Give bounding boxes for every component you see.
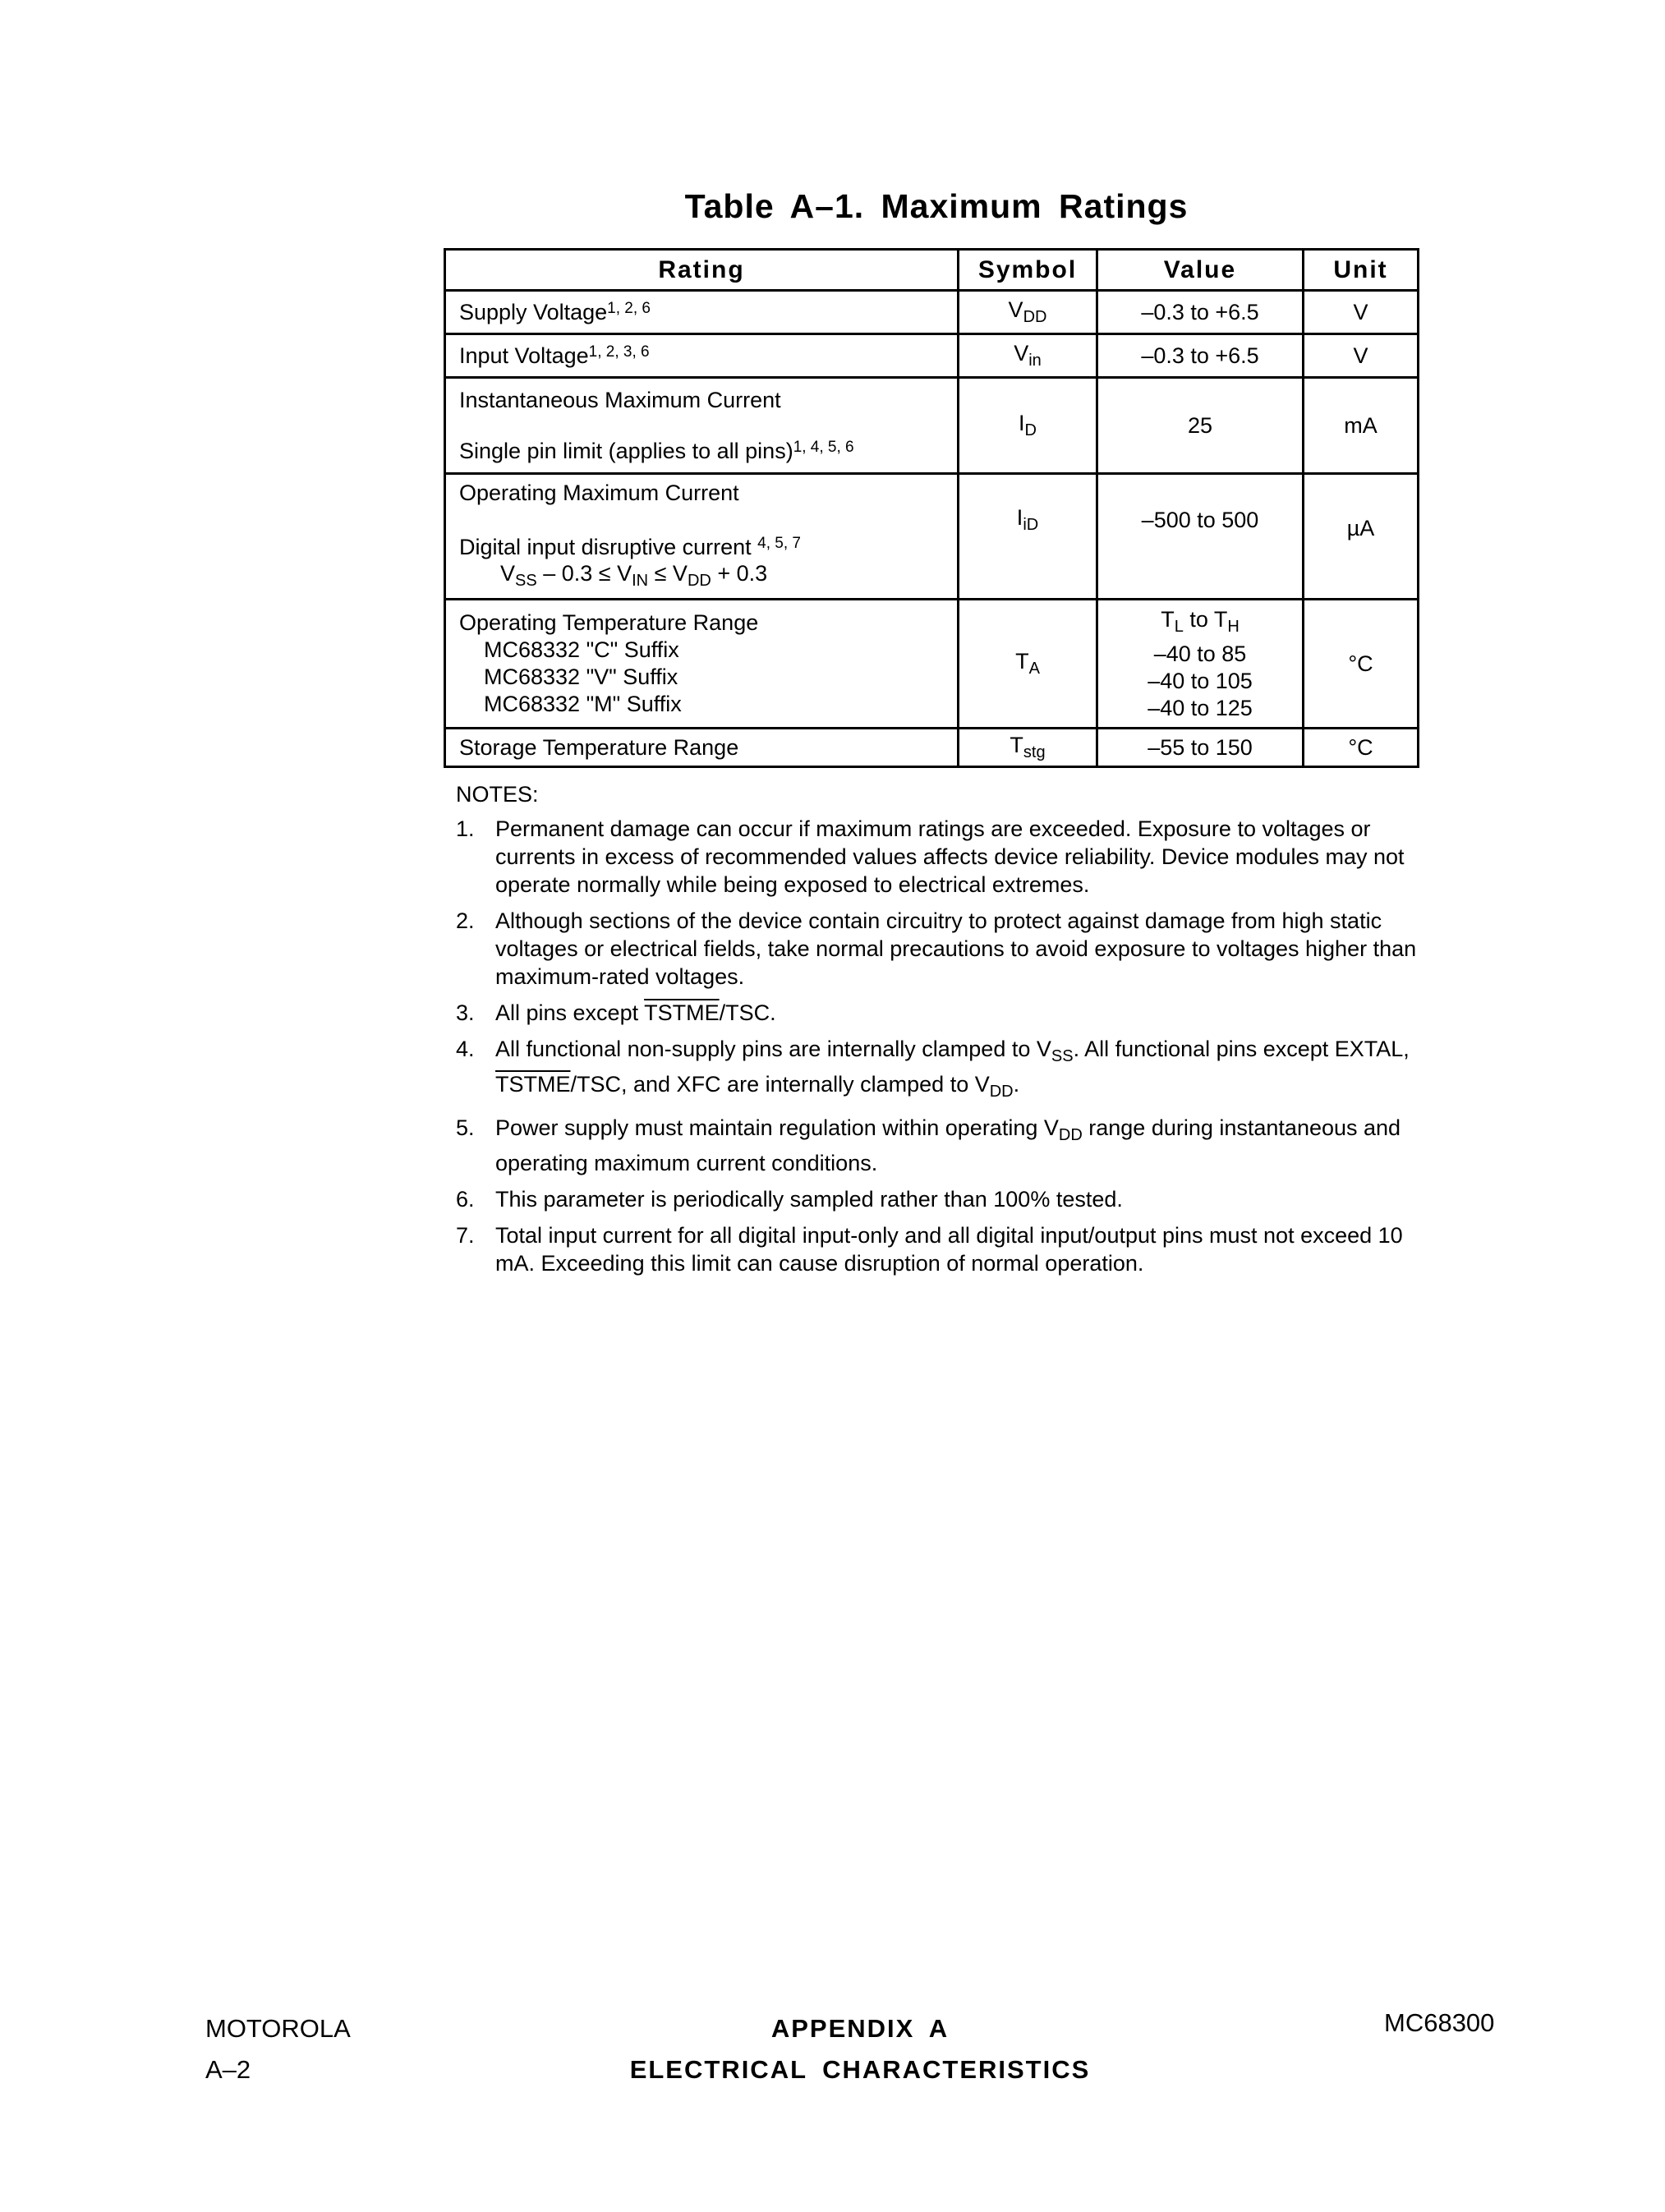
unit-cell: µA — [1304, 474, 1419, 600]
value-text: to T — [1183, 606, 1228, 632]
note-text-part: All functional non-supply pins are internally clamped to V — [495, 1037, 1051, 1061]
value-sub: L — [1174, 617, 1184, 636]
symbol-sub: iD — [1023, 516, 1039, 534]
table-row — [445, 600, 1419, 729]
suffix-item: MC68332 "C" Suffix — [484, 637, 679, 662]
note-text-part: /TSC. — [719, 1000, 776, 1025]
note-item — [456, 1114, 1442, 1177]
note-ref: 1, 4, 5, 6 — [793, 439, 854, 456]
suffix-item: MC68332 "M" Suffix — [484, 692, 682, 716]
symbol-sub: in — [1028, 352, 1042, 370]
cond-text: V — [500, 560, 516, 586]
value-cell: –55 to 150 — [1097, 729, 1304, 767]
symbol: T — [1015, 649, 1029, 674]
note-text: Permanent damage can occur if maximum ratings are exceeded. Exposure to voltages or currents in excess of recommended values affects device reliability. Device modules may not operate normally while being exposed to electrical extremes. — [495, 816, 1405, 897]
rating-text: Operating Maximum Current — [459, 480, 739, 505]
header-value: Value — [1097, 250, 1304, 291]
table-row — [445, 729, 1419, 767]
unit-cell: °C — [1304, 729, 1419, 767]
unit-cell: V — [1304, 291, 1419, 334]
note-number: 7. — [456, 1223, 475, 1248]
header-rating: Rating — [445, 250, 959, 291]
note-number: 1. — [456, 816, 475, 841]
symbol-cell — [959, 729, 1097, 767]
rating-detail — [459, 434, 944, 465]
note-number: 4. — [456, 1037, 475, 1061]
footer-section: APPENDIX A — [770, 2014, 950, 2043]
note-text — [495, 999, 776, 1027]
note-text-part: /TSC, and XFC are internally clamped to V — [570, 1072, 990, 1097]
rating-cell — [445, 334, 959, 378]
value-sub: H — [1227, 617, 1240, 636]
notes-heading: NOTES: — [456, 782, 539, 807]
value-cell: –500 to 500 — [1097, 474, 1304, 600]
table-row — [445, 378, 1419, 474]
note-item — [456, 999, 1442, 1027]
unit-cell: V — [1304, 334, 1419, 378]
note-item — [456, 1035, 1442, 1106]
rating-text: Operating Temperature Range — [459, 610, 759, 635]
note-number: 5. — [456, 1115, 475, 1140]
symbol: V — [1008, 297, 1023, 322]
value-item: –40 to 105 — [1148, 668, 1253, 693]
rating-cell — [445, 291, 959, 334]
footer-section-title: ELECTRICAL CHARACTERISTICS — [629, 2055, 1091, 2084]
condition — [459, 560, 944, 594]
symbol-cell — [959, 334, 1097, 378]
note-text-part: All pins except — [495, 1000, 645, 1025]
note-item — [456, 907, 1442, 991]
value-cell: –0.3 to +6.5 — [1097, 334, 1304, 378]
cond-text: + 0.3 — [711, 560, 768, 586]
note-item — [456, 815, 1442, 899]
symbol-sub: stg — [1023, 743, 1046, 761]
table-title: Table A–1. Maximum Ratings — [684, 187, 1189, 225]
overlined-signal: TSTME — [644, 1000, 720, 1025]
note-sub: DD — [1058, 1126, 1083, 1144]
symbol-cell — [959, 291, 1097, 334]
notes-section — [456, 780, 1442, 1285]
footer-page-number: A–2 — [205, 2055, 251, 2084]
note-text: Total input current for all digital input-only and all digital input/output pins must not exceed 10 mA. Exceeding this limit can cause disruption of normal operation. — [495, 1223, 1403, 1276]
note-text-part: Power supply must maintain regulation within operating V — [495, 1115, 1059, 1140]
cond-sub: IN — [632, 571, 649, 590]
note-text — [495, 1035, 1442, 1106]
footer-document: MC68300 — [1384, 2008, 1495, 2037]
table-row — [445, 474, 1419, 600]
symbol: I — [1016, 505, 1023, 530]
note-item — [456, 1221, 1442, 1277]
rating-text: Input Voltage — [459, 343, 589, 368]
note-text: This parameter is periodically sampled rather than 100% tested. — [495, 1187, 1123, 1212]
footer-company: MOTOROLA — [205, 2014, 351, 2043]
rating-text: Instantaneous Maximum Current — [459, 388, 781, 412]
symbol-cell — [959, 600, 1097, 729]
note-sub: DD — [989, 1083, 1014, 1101]
value-text: T — [1161, 606, 1175, 632]
note-number: 3. — [456, 1000, 475, 1025]
rating-cell — [445, 474, 959, 600]
note-text-part: range during instantaneous and operating maximum current conditions. — [495, 1115, 1401, 1175]
value-cell: –0.3 to +6.5 — [1097, 291, 1304, 334]
cond-text: – 0.3 ≤ V — [536, 560, 632, 586]
rating-cell — [445, 378, 959, 474]
table-row — [445, 291, 1419, 334]
maximum-ratings-table — [444, 248, 1419, 768]
cond-sub: DD — [687, 571, 711, 590]
cond-sub: SS — [515, 571, 537, 590]
symbol-sub: D — [1024, 421, 1037, 439]
suffix-item: MC68332 "V" Suffix — [484, 665, 678, 689]
symbol-sub: DD — [1023, 308, 1047, 326]
table-header-row — [445, 250, 1419, 291]
value-heading — [1111, 606, 1289, 641]
header-unit: Unit — [1304, 250, 1419, 291]
rating-detail-text: Digital input disruptive current — [459, 534, 758, 559]
symbol: T — [1010, 733, 1023, 757]
rating-detail-text: Single pin limit (applies to all pins) — [459, 439, 793, 463]
note-text-part: . — [1013, 1072, 1020, 1097]
value-cell — [1097, 600, 1304, 729]
note-ref: 1, 2, 6 — [607, 299, 651, 317]
unit-cell: °C — [1304, 600, 1419, 729]
symbol: V — [1014, 341, 1029, 366]
unit-cell: mA — [1304, 378, 1419, 474]
cond-text: ≤ V — [648, 560, 688, 586]
note-text: Although sections of the device contain circuitry to protect against damage from high static voltages or electrical fields, take normal precautions to avoid exposure to voltages higher than maximum-rated voltages. — [495, 908, 1417, 989]
rating-text: Supply Voltage — [459, 299, 608, 324]
symbol-sub: A — [1028, 660, 1040, 678]
symbol-cell — [959, 378, 1097, 474]
note-number: 6. — [456, 1187, 475, 1212]
rating-cell — [445, 600, 959, 729]
note-text — [495, 1114, 1442, 1177]
rating-cell: Storage Temperature Range — [445, 729, 959, 767]
overlined-signal: TSTME — [495, 1072, 571, 1097]
header-symbol: Symbol — [959, 250, 1097, 291]
rating-detail — [459, 531, 944, 560]
symbol: I — [1019, 411, 1025, 435]
table-row — [445, 334, 1419, 378]
note-number: 2. — [456, 908, 475, 933]
note-ref: 4, 5, 7 — [757, 534, 801, 552]
value-item: –40 to 85 — [1153, 641, 1247, 666]
note-text-part: . All functional pins except EXTAL, — [1073, 1037, 1410, 1061]
note-item — [456, 1185, 1442, 1213]
note-ref: 1, 2, 3, 6 — [588, 343, 650, 361]
note-sub: SS — [1051, 1047, 1074, 1065]
value-cell: 25 — [1097, 378, 1304, 474]
symbol-cell — [959, 474, 1097, 600]
value-item: –40 to 125 — [1148, 695, 1253, 720]
